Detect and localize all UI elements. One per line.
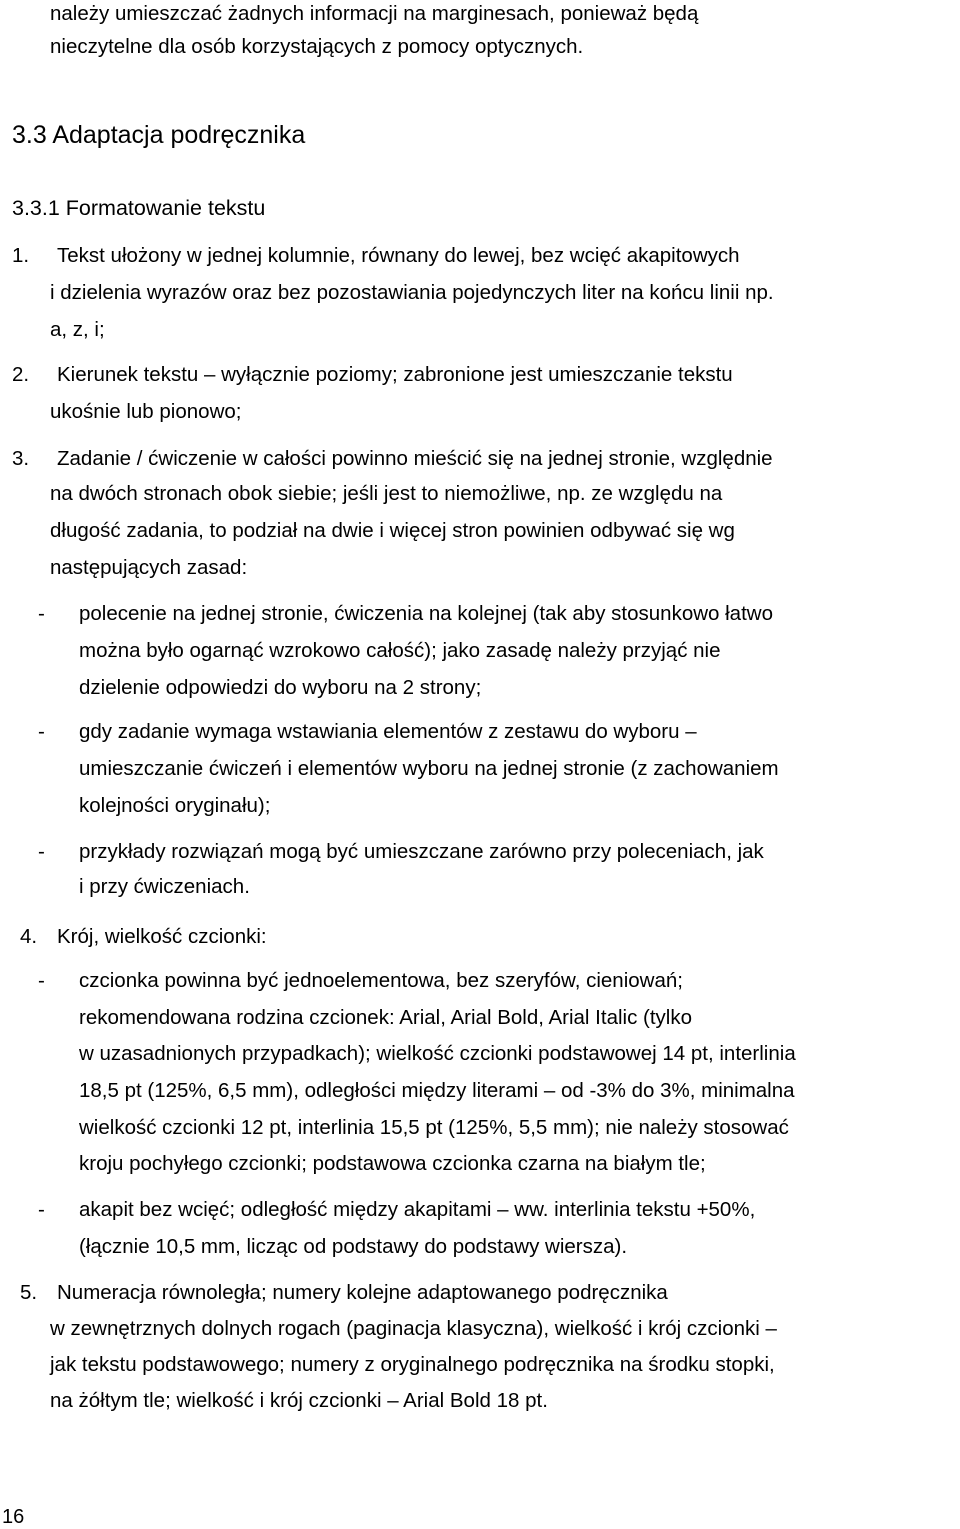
item-3-number: 3. — [12, 447, 30, 470]
item-5-line-2: w zewnętrznych dolnych rogach (paginacja klasyczna), wielkość i krój czcionki – — [50, 1317, 777, 1340]
item-4-number: 4. — [20, 925, 38, 948]
item-5-line-1: Numeracja równoległa; numery kolejne adaptowanego podręcznika — [57, 1281, 668, 1304]
bullet-line: czcionka powinna być jednoelementowa, bez szeryfów, cieniowań; — [79, 969, 683, 992]
section-heading: 3.3 Adaptacja podręcznika — [12, 121, 306, 149]
bullet-dash: - — [38, 1198, 45, 1221]
item-3-line-4: następujących zasad: — [50, 556, 248, 579]
bullet-line: kroju pochyłego czcionki; podstawowa czcionka czarna na białym tle; — [79, 1152, 706, 1175]
bullet-line: kolejności oryginału); — [79, 794, 271, 817]
item-1-line-1: Tekst ułożony w jednej kolumnie, równany do lewej, bez wcięć akapitowych — [57, 244, 740, 267]
item-2-line-1: Kierunek tekstu – wyłącznie poziomy; zabronione jest umieszczanie tekstu — [57, 363, 733, 386]
item-5-line-4: na żółtym tle; wielkość i krój czcionki – Arial Bold 18 pt. — [50, 1389, 548, 1412]
item-2-line-2: ukośnie lub pionowo; — [50, 400, 242, 423]
bullet-line: polecenie na jednej stronie, ćwiczenia na kolejnej (tak aby stosunkowo łatwo — [79, 602, 773, 625]
bullet-dash: - — [38, 720, 45, 743]
item-4-line-1: Krój, wielkość czcionki: — [57, 925, 267, 948]
item-1-line-2: i dzielenia wyrazów oraz bez pozostawiania pojedynczych liter na końcu linii np. — [50, 281, 774, 304]
bullet-line: i przy ćwiczeniach. — [79, 875, 250, 898]
item-3-line-3: długość zadania, to podział na dwie i więcej stron powinien odbywać się wg — [50, 519, 735, 542]
item-3-line-2: na dwóch stronach obok siebie; jeśli jest to niemożliwe, np. ze względu na — [50, 482, 723, 505]
bullet-line: 18,5 pt (125%, 6,5 mm), odległości między literami – od -3% do 3%, minimalna — [79, 1079, 795, 1102]
bullet-line: akapit bez wcięć; odległość między akapitami – ww. interlinia tekstu +50%, — [79, 1198, 756, 1221]
bullet-line: (łącznie 10,5 mm, licząc od podstawy do podstawy wiersza). — [79, 1235, 628, 1258]
bullet-dash: - — [38, 840, 45, 863]
bullet-line: dzielenie odpowiedzi do wyboru na 2 strony; — [79, 676, 482, 699]
bullet-line: przykłady rozwiązań mogą być umieszczane zarówno przy poleceniach, jak — [79, 840, 764, 863]
item-1-number: 1. — [12, 244, 30, 267]
item-5-line-3: jak tekstu podstawowego; numery z oryginalnego podręcznika na środku stopki, — [50, 1353, 775, 1376]
bullet-line: gdy zadanie wymaga wstawiania elementów z zestawu do wyboru – — [79, 720, 697, 743]
bullet-line: w uzasadnionych przypadkach); wielkość czcionki podstawowej 14 pt, interlinia — [79, 1042, 796, 1065]
bullet-dash: - — [38, 969, 45, 992]
bullet-line: można było ogarnąć wzrokowo całość); jako zasadę należy przyjąć nie — [79, 639, 721, 662]
intro-line-2: nieczytelne dla osób korzystających z pomocy optycznych. — [50, 35, 584, 58]
bullet-line: wielkość czcionki 12 pt, interlinia 15,5 pt (125%, 5,5 mm); nie należy stosować — [79, 1116, 789, 1139]
intro-line-1: należy umieszczać żadnych informacji na marginesach, ponieważ będą — [50, 2, 699, 25]
item-5-number: 5. — [20, 1281, 38, 1304]
item-2-number: 2. — [12, 363, 30, 386]
item-3-line-1: Zadanie / ćwiczenie w całości powinno mieścić się na jednej stronie, względnie — [57, 447, 773, 470]
bullet-dash: - — [38, 602, 45, 625]
bullet-line: umieszczanie ćwiczeń i elementów wyboru na jednej stronie (z zachowaniem — [79, 757, 779, 780]
page-number: 16 — [2, 1506, 25, 1528]
subsection-heading: 3.3.1 Formatowanie tekstu — [12, 196, 266, 220]
bullet-line: rekomendowana rodzina czcionek: Arial, Arial Bold, Arial Italic (tylko — [79, 1006, 693, 1029]
item-1-line-3: a, z, i; — [50, 318, 105, 341]
